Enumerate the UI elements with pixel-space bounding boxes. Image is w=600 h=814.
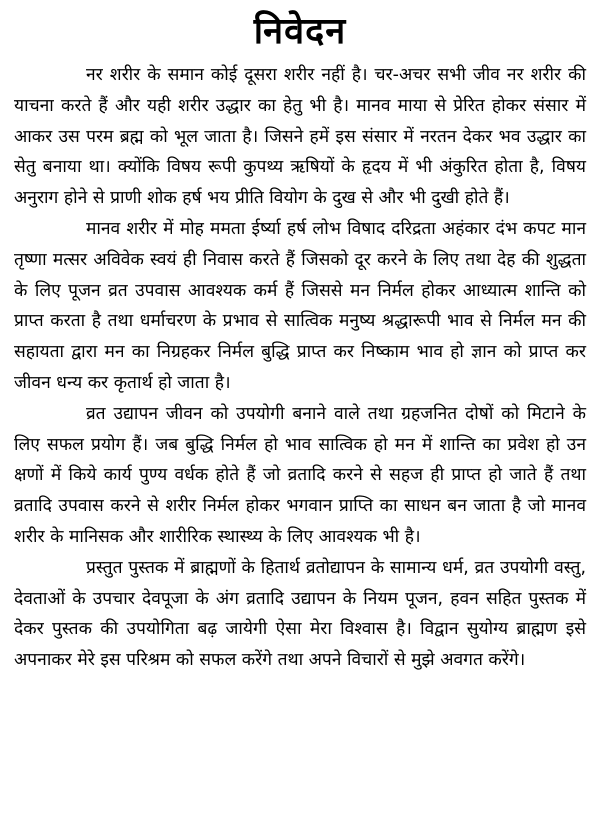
page-title: निवेदन <box>253 11 347 52</box>
paragraph-1: नर शरीर के समान कोई दूसरा शरीर नहीं है। चर-अचर सभी जीव नर शरीर की याचना करते हैं और यही शरीर उद्धार का हेतु भी है। मानव माया से प्रेरित होकर संसार में आकर उस परम ब्रह्म को भूल जाता है। जिसने हमें इस संसार में नरतन देकर भव उद्धार का सेतु बनाया था। क्योंकि विषय रूपी कुपथ्य ऋषियों के हृदय में भी अंकुरित होता है, विषय अनुराग होने से प्राणी शोक हर्ष भय प्रीति वियोग के दुख से और भी दुखी होते हैं। <box>14 65 586 209</box>
paragraph-2: मानव शरीर में मोह ममता ईर्ष्या हर्ष लोभ विषाद दरिद्रता अहंकार दंभ कपट मान तृष्णा मत्सर अविवेक स्वयं ही निवास करते हैं जिसको दूर करने के लिए तथा देह की शुद्धता के लिए पूजन व्रत उपवास आवश्यक कर्म हैं जिससे मन निर्मल होकर आध्यात्म शान्ति को प्राप्त करता है तथा धर्माचरण के प्रभाव से सात्विक मनुष्य श्रद्धारूपी भाव से निर्मल मन की सहायता द्वारा मन का निग्रहकर निर्मल बुद्धि प्राप्त कर निष्काम भाव हो ज्ञान को प्राप्त कर जीवन धन्य कर कृतार्थ हो जाता है। <box>14 218 586 393</box>
paragraph-3: व्रत उद्यापन जीवन को उपयोगी बनाने वाले तथा ग्रहजनित दोषों को मिटाने के लिए सफल प्रयोग हैं। जब बुद्धि निर्मल हो भाव सात्विक हो मन में शान्ति का प्रवेश हो उन क्षणों में किये कार्य पुण्य वर्धक होते हैं जो व्रतादि करने से सहज ही प्राप्त हो जाते हैं तथा व्रतादि उपवास करने से शरीर निर्मल होकर भगवान प्राप्ति का साधन बन जाता है जो मानव शरीर के मानिसक और शारीरिक स्थास्थ्य के लिए आवश्यक भी है। <box>14 403 586 547</box>
paragraph-4: प्रस्तुत पुस्तक में ब्राह्मणों के हितार्थ व्रतोद्यापन के सामान्य धर्म, व्रत उपयोगी वस्तु, देवताओं के उपचार देवपूजा के अंग व्रतादि उद्यापन के नियम पूजन, हवन सहित पुस्तक में देकर पुस्तक की उपयोगिता बढ़ जायेगी ऐसा मेरा विश्वास है। विद्वान सुयोग्य ब्राह्मण इसे अपनाकर मेरे इस परिश्रम को सफल करेंगे तथा अपने विचारों से मुझे अवगत करेंगे। <box>14 557 586 671</box>
